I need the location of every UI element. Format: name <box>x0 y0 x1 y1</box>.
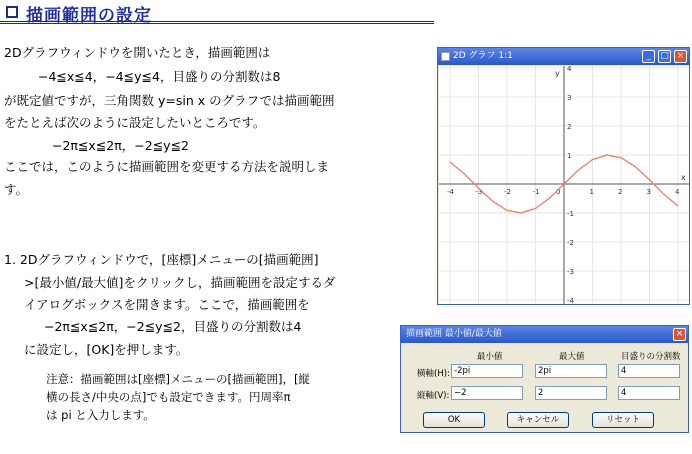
x-tick-label: 0 <box>556 188 561 196</box>
graph-window-titlebar[interactable] <box>438 48 689 65</box>
cancel-button[interactable]: キャンセル <box>507 412 569 428</box>
intro-line-2: −4≦x≦4，−4≦y≦4，目盛りの分割数は8 <box>38 69 281 84</box>
y-axis-label: y <box>555 69 560 78</box>
x-tick-label: 4 <box>675 188 680 196</box>
plot-area[interactable] <box>439 66 689 304</box>
close-button[interactable]: × <box>674 50 687 63</box>
y-tick-label: 1 <box>567 152 572 160</box>
dialog-close-button[interactable]: × <box>673 328 686 341</box>
x-min-input[interactable]: -2pi <box>451 364 523 378</box>
ok-button[interactable]: OK <box>423 412 485 428</box>
y-max-input[interactable]: 2 <box>535 386 607 400</box>
intro-line-1: 2Dグラフウィンドウを開いたとき，描画範囲は <box>4 45 271 60</box>
step1-line-2: >[最小値/最大値]をクリックし，描画範囲を設定するダ <box>24 275 336 290</box>
y-tick-label: 2 <box>567 123 572 131</box>
x-tick-label: -4 <box>447 188 454 196</box>
x-axis-row-label: 横軸(H): <box>417 369 450 379</box>
x-tick-label: 2 <box>618 188 623 196</box>
dialog-title: 描画範囲 最小値/最大値 <box>406 329 502 339</box>
step1-line-5: に設定し，[OK]を押します。 <box>24 342 189 357</box>
x-axis-label: x <box>681 173 686 182</box>
checkbox-square-icon <box>6 6 18 18</box>
x-tick-label: -3 <box>475 188 483 196</box>
x-tick-label: 3 <box>646 188 651 196</box>
x-tick-label: -2 <box>504 188 511 196</box>
intro-line-7: す。 <box>4 182 29 197</box>
y-min-input[interactable]: −2 <box>451 386 523 400</box>
y-tick-label: -1 <box>567 210 574 218</box>
note-line-2: 横の長さ/中央の点]でも設定できます。円周率π <box>46 390 291 404</box>
y-tick-label: -3 <box>567 268 574 276</box>
intro-line-3: が既定値ですが，三角関数 y=sin x のグラフでは描画範囲 <box>4 93 335 108</box>
y-tick-label: 3 <box>567 94 572 102</box>
step1-line-4: −2π≦x≦2π，−2≦y≦2，目盛りの分割数は4 <box>44 319 302 334</box>
y-tick-label: -2 <box>567 239 574 247</box>
dialog-titlebar[interactable] <box>401 326 688 343</box>
reset-button[interactable]: リセット <box>592 412 654 428</box>
intro-line-4: をたとえば次のように設定したいところです。 <box>4 115 266 130</box>
x-max-input[interactable]: 2pi <box>535 364 607 378</box>
y-tick-label: -4 <box>567 297 574 304</box>
sine-graph <box>439 66 689 304</box>
x-div-input[interactable]: 4 <box>618 364 680 378</box>
minimize-button[interactable]: _ <box>642 50 655 63</box>
range-dialog <box>400 325 689 433</box>
y-axis-row-label: 縦軸(V): <box>417 391 450 401</box>
intro-line-6: ここでは，このように描画範囲を変更する方法を説明しま <box>4 159 330 174</box>
note-line-3: は pi と入力します。 <box>46 408 155 422</box>
intro-line-5: −2π≦x≦2π，−2≦y≦2 <box>52 138 189 153</box>
note-line-1: 注意：描画範囲は[座標]メニューの[描画範囲]，[縦 <box>46 372 310 386</box>
y-tick-label: 4 <box>567 66 572 73</box>
y-div-input[interactable]: 4 <box>618 386 680 400</box>
graph-window <box>437 47 690 305</box>
graph-app-icon <box>441 52 450 61</box>
graph-window-title: 2D グラフ 1:1 <box>453 51 513 61</box>
column-div-label: 目盛りの分割数 <box>621 352 681 362</box>
step1-line-3: イアログボックスを開きます。ここで，描画範囲を <box>24 297 310 312</box>
maximize-button[interactable]: □ <box>658 50 671 63</box>
x-tick-label: -1 <box>532 188 540 196</box>
x-tick-label: 1 <box>589 188 594 196</box>
column-min-label: 最小値 <box>477 352 503 362</box>
section-heading <box>0 0 434 24</box>
column-max-label: 最大値 <box>559 352 585 362</box>
page-title: 描画範囲の設定 <box>26 6 152 26</box>
step1-line-1: 1. 2Dグラフウィンドウで，[座標]メニューの[描画範囲] <box>4 252 319 267</box>
